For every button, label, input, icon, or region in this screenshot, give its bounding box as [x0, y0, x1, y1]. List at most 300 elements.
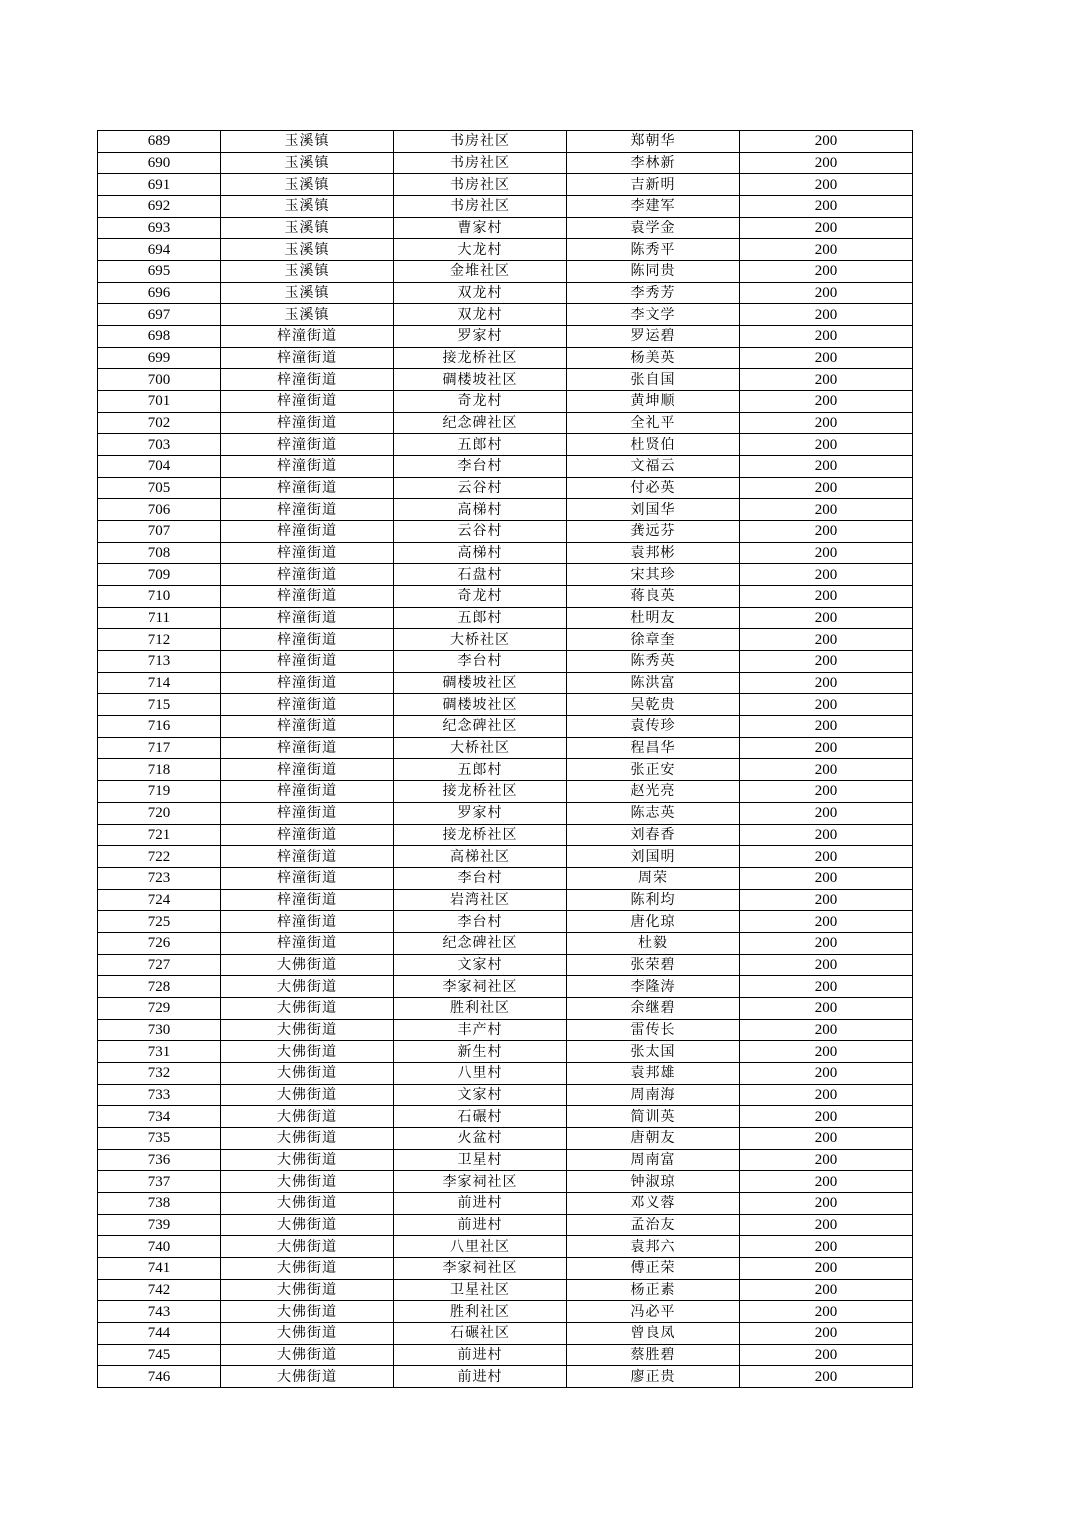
village-cell: 前进村	[394, 1192, 567, 1214]
row-number-cell: 746	[98, 1366, 221, 1388]
row-number-cell: 690	[98, 152, 221, 174]
table-row	[98, 1171, 913, 1193]
amount-cell: 200	[740, 1344, 913, 1366]
row-number-cell: 737	[98, 1171, 221, 1193]
row-number-cell: 736	[98, 1149, 221, 1171]
amount-cell: 200	[740, 1171, 913, 1193]
village-cell: 前进村	[394, 1214, 567, 1236]
township-cell: 玉溪镇	[221, 261, 394, 283]
row-number-cell: 702	[98, 412, 221, 434]
row-number-cell: 696	[98, 282, 221, 304]
table-row	[98, 1322, 913, 1344]
table-row	[98, 412, 913, 434]
township-cell: 梓潼街道	[221, 477, 394, 499]
row-number-cell: 703	[98, 434, 221, 456]
village-cell: 卫星村	[394, 1149, 567, 1171]
amount-cell: 200	[740, 997, 913, 1019]
person-name-cell: 袁邦雄	[567, 1062, 740, 1084]
row-number-cell: 740	[98, 1236, 221, 1258]
row-number-cell: 721	[98, 824, 221, 846]
table-row	[98, 434, 913, 456]
person-name-cell: 张自国	[567, 369, 740, 391]
amount-cell: 200	[740, 1062, 913, 1084]
village-cell: 丰产村	[394, 1019, 567, 1041]
village-cell: 大桥社区	[394, 737, 567, 759]
amount-cell: 200	[740, 911, 913, 933]
village-cell: 纪念碑社区	[394, 716, 567, 738]
row-number-cell: 743	[98, 1301, 221, 1323]
amount-cell: 200	[740, 694, 913, 716]
person-name-cell: 李林新	[567, 152, 740, 174]
table-row	[98, 802, 913, 824]
amount-cell: 200	[740, 434, 913, 456]
person-name-cell: 周南富	[567, 1149, 740, 1171]
row-number-cell: 718	[98, 759, 221, 781]
township-cell: 玉溪镇	[221, 239, 394, 261]
village-cell: 碉楼坡社区	[394, 672, 567, 694]
amount-cell: 200	[740, 412, 913, 434]
table-row	[98, 629, 913, 651]
amount-cell: 200	[740, 802, 913, 824]
amount-cell: 200	[740, 1041, 913, 1063]
township-cell: 梓潼街道	[221, 824, 394, 846]
township-cell: 梓潼街道	[221, 456, 394, 478]
village-cell: 李台村	[394, 911, 567, 933]
person-name-cell: 傅正荣	[567, 1257, 740, 1279]
person-name-cell: 罗运碧	[567, 326, 740, 348]
amount-cell: 200	[740, 131, 913, 153]
township-cell: 大佛街道	[221, 1041, 394, 1063]
village-cell: 石碾村	[394, 1106, 567, 1128]
amount-cell: 200	[740, 954, 913, 976]
row-number-cell: 731	[98, 1041, 221, 1063]
village-cell: 李台村	[394, 456, 567, 478]
person-name-cell: 文福云	[567, 456, 740, 478]
row-number-cell: 701	[98, 391, 221, 413]
person-name-cell: 周荣	[567, 867, 740, 889]
row-number-cell: 730	[98, 1019, 221, 1041]
amount-cell: 200	[740, 326, 913, 348]
village-cell: 书房社区	[394, 196, 567, 218]
table-row	[98, 1344, 913, 1366]
village-cell: 云谷村	[394, 477, 567, 499]
village-cell: 八里村	[394, 1062, 567, 1084]
table-row	[98, 369, 913, 391]
person-name-cell: 唐朝友	[567, 1127, 740, 1149]
amount-cell: 200	[740, 456, 913, 478]
village-cell: 大桥社区	[394, 629, 567, 651]
village-cell: 石碾社区	[394, 1322, 567, 1344]
table-row	[98, 152, 913, 174]
village-cell: 高梯村	[394, 499, 567, 521]
table-row	[98, 564, 913, 586]
row-number-cell: 706	[98, 499, 221, 521]
village-cell: 罗家村	[394, 326, 567, 348]
table-row	[98, 477, 913, 499]
amount-cell: 200	[740, 217, 913, 239]
township-cell: 梓潼街道	[221, 932, 394, 954]
township-cell: 梓潼街道	[221, 326, 394, 348]
village-cell: 纪念碑社区	[394, 412, 567, 434]
township-cell: 玉溪镇	[221, 152, 394, 174]
township-cell: 梓潼街道	[221, 672, 394, 694]
village-cell: 文家村	[394, 1084, 567, 1106]
row-number-cell: 695	[98, 261, 221, 283]
village-cell: 胜利社区	[394, 997, 567, 1019]
village-cell: 李家祠社区	[394, 1257, 567, 1279]
table-row	[98, 1257, 913, 1279]
table-row	[98, 607, 913, 629]
table-row	[98, 499, 913, 521]
village-cell: 李家祠社区	[394, 1171, 567, 1193]
township-cell: 梓潼街道	[221, 759, 394, 781]
row-number-cell: 708	[98, 542, 221, 564]
person-name-cell: 李隆涛	[567, 976, 740, 998]
row-number-cell: 738	[98, 1192, 221, 1214]
village-cell: 石盘村	[394, 564, 567, 586]
township-cell: 大佛街道	[221, 1279, 394, 1301]
table-row	[98, 1106, 913, 1128]
village-cell: 接龙桥社区	[394, 824, 567, 846]
village-cell: 书房社区	[394, 174, 567, 196]
row-number-cell: 733	[98, 1084, 221, 1106]
amount-cell: 200	[740, 174, 913, 196]
amount-cell: 200	[740, 542, 913, 564]
row-number-cell: 694	[98, 239, 221, 261]
village-cell: 火盆村	[394, 1127, 567, 1149]
township-cell: 大佛街道	[221, 1019, 394, 1041]
person-name-cell: 吴乾贵	[567, 694, 740, 716]
person-name-cell: 陈洪富	[567, 672, 740, 694]
township-cell: 梓潼街道	[221, 781, 394, 803]
amount-cell: 200	[740, 521, 913, 543]
village-cell: 大龙村	[394, 239, 567, 261]
township-cell: 梓潼街道	[221, 542, 394, 564]
person-name-cell: 黄坤顺	[567, 391, 740, 413]
village-cell: 书房社区	[394, 131, 567, 153]
row-number-cell: 719	[98, 781, 221, 803]
village-cell: 罗家村	[394, 802, 567, 824]
township-cell: 大佛街道	[221, 1366, 394, 1388]
person-name-cell: 陈秀平	[567, 239, 740, 261]
township-cell: 大佛街道	[221, 1062, 394, 1084]
person-name-cell: 袁邦彬	[567, 542, 740, 564]
amount-cell: 200	[740, 759, 913, 781]
table-row	[98, 521, 913, 543]
table-row	[98, 1019, 913, 1041]
person-name-cell: 李秀芳	[567, 282, 740, 304]
township-cell: 大佛街道	[221, 1257, 394, 1279]
amount-cell: 200	[740, 1149, 913, 1171]
row-number-cell: 732	[98, 1062, 221, 1084]
person-name-cell: 杜毅	[567, 932, 740, 954]
amount-cell: 200	[740, 781, 913, 803]
table-row	[98, 347, 913, 369]
table-row	[98, 1366, 913, 1388]
person-name-cell: 陈同贵	[567, 261, 740, 283]
row-number-cell: 709	[98, 564, 221, 586]
village-cell: 八里社区	[394, 1236, 567, 1258]
amount-cell: 200	[740, 477, 913, 499]
table-row	[98, 196, 913, 218]
amount-cell: 200	[740, 737, 913, 759]
township-cell: 梓潼街道	[221, 499, 394, 521]
person-name-cell: 杜贤伯	[567, 434, 740, 456]
amount-cell: 200	[740, 889, 913, 911]
person-name-cell: 李建军	[567, 196, 740, 218]
row-number-cell: 692	[98, 196, 221, 218]
township-cell: 梓潼街道	[221, 651, 394, 673]
township-cell: 梓潼街道	[221, 369, 394, 391]
person-name-cell: 孟治友	[567, 1214, 740, 1236]
amount-cell: 200	[740, 261, 913, 283]
township-cell: 大佛街道	[221, 976, 394, 998]
amount-cell: 200	[740, 1322, 913, 1344]
village-cell: 接龙桥社区	[394, 781, 567, 803]
person-name-cell: 曾良凤	[567, 1322, 740, 1344]
data-table	[97, 130, 913, 1388]
row-number-cell: 705	[98, 477, 221, 499]
row-number-cell: 699	[98, 347, 221, 369]
row-number-cell: 714	[98, 672, 221, 694]
row-number-cell: 722	[98, 846, 221, 868]
person-name-cell: 蒋良英	[567, 586, 740, 608]
village-cell: 高梯村	[394, 542, 567, 564]
table-row	[98, 759, 913, 781]
row-number-cell: 742	[98, 1279, 221, 1301]
township-cell: 玉溪镇	[221, 304, 394, 326]
person-name-cell: 张太国	[567, 1041, 740, 1063]
amount-cell: 200	[740, 499, 913, 521]
table-row	[98, 1062, 913, 1084]
table-row	[98, 954, 913, 976]
person-name-cell: 吉新明	[567, 174, 740, 196]
amount-cell: 200	[740, 824, 913, 846]
table-row	[98, 456, 913, 478]
township-cell: 大佛街道	[221, 1149, 394, 1171]
table-row	[98, 586, 913, 608]
village-cell: 文家村	[394, 954, 567, 976]
table-row	[98, 239, 913, 261]
township-cell: 大佛街道	[221, 1236, 394, 1258]
person-name-cell: 赵光亮	[567, 781, 740, 803]
table-row	[98, 326, 913, 348]
amount-cell: 200	[740, 196, 913, 218]
amount-cell: 200	[740, 1236, 913, 1258]
township-cell: 大佛街道	[221, 997, 394, 1019]
row-number-cell: 710	[98, 586, 221, 608]
amount-cell: 200	[740, 1127, 913, 1149]
amount-cell: 200	[740, 629, 913, 651]
amount-cell: 200	[740, 369, 913, 391]
amount-cell: 200	[740, 932, 913, 954]
village-cell: 双龙村	[394, 304, 567, 326]
township-cell: 大佛街道	[221, 1106, 394, 1128]
person-name-cell: 陈志英	[567, 802, 740, 824]
table-row	[98, 997, 913, 1019]
township-cell: 梓潼街道	[221, 434, 394, 456]
person-name-cell: 郑朝华	[567, 131, 740, 153]
table-row	[98, 1236, 913, 1258]
village-cell: 奇龙村	[394, 586, 567, 608]
village-cell: 胜利社区	[394, 1301, 567, 1323]
table-row	[98, 911, 913, 933]
person-name-cell: 张荣碧	[567, 954, 740, 976]
township-cell: 梓潼街道	[221, 846, 394, 868]
village-cell: 五郎村	[394, 434, 567, 456]
amount-cell: 200	[740, 846, 913, 868]
township-cell: 梓潼街道	[221, 889, 394, 911]
amount-cell: 200	[740, 239, 913, 261]
table-row	[98, 304, 913, 326]
table-row	[98, 282, 913, 304]
row-number-cell: 723	[98, 867, 221, 889]
table-row	[98, 781, 913, 803]
village-cell: 李台村	[394, 651, 567, 673]
person-name-cell: 杨正素	[567, 1279, 740, 1301]
township-cell: 梓潼街道	[221, 716, 394, 738]
amount-cell: 200	[740, 1301, 913, 1323]
table-row	[98, 131, 913, 153]
person-name-cell: 徐章奎	[567, 629, 740, 651]
row-number-cell: 735	[98, 1127, 221, 1149]
township-cell: 大佛街道	[221, 954, 394, 976]
village-cell: 李家祠社区	[394, 976, 567, 998]
row-number-cell: 720	[98, 802, 221, 824]
township-cell: 玉溪镇	[221, 282, 394, 304]
amount-cell: 200	[740, 282, 913, 304]
table-body	[98, 131, 913, 1388]
row-number-cell: 691	[98, 174, 221, 196]
person-name-cell: 程昌华	[567, 737, 740, 759]
table-row	[98, 1084, 913, 1106]
village-cell: 云谷村	[394, 521, 567, 543]
row-number-cell: 734	[98, 1106, 221, 1128]
person-name-cell: 张正安	[567, 759, 740, 781]
row-number-cell: 707	[98, 521, 221, 543]
row-number-cell: 724	[98, 889, 221, 911]
table-row	[98, 867, 913, 889]
row-number-cell: 715	[98, 694, 221, 716]
township-cell: 大佛街道	[221, 1322, 394, 1344]
village-cell: 接龙桥社区	[394, 347, 567, 369]
township-cell: 大佛街道	[221, 1344, 394, 1366]
amount-cell: 200	[740, 152, 913, 174]
village-cell: 金堆社区	[394, 261, 567, 283]
village-cell: 奇龙村	[394, 391, 567, 413]
table-row	[98, 542, 913, 564]
amount-cell: 200	[740, 716, 913, 738]
amount-cell: 200	[740, 391, 913, 413]
person-name-cell: 唐化琼	[567, 911, 740, 933]
amount-cell: 200	[740, 1192, 913, 1214]
village-cell: 前进村	[394, 1366, 567, 1388]
village-cell: 前进村	[394, 1344, 567, 1366]
township-cell: 玉溪镇	[221, 131, 394, 153]
person-name-cell: 陈秀英	[567, 651, 740, 673]
row-number-cell: 700	[98, 369, 221, 391]
township-cell: 梓潼街道	[221, 521, 394, 543]
amount-cell: 200	[740, 586, 913, 608]
row-number-cell: 726	[98, 932, 221, 954]
township-cell: 梓潼街道	[221, 564, 394, 586]
table-row	[98, 261, 913, 283]
amount-cell: 200	[740, 607, 913, 629]
village-cell: 新生村	[394, 1041, 567, 1063]
table-row	[98, 1149, 913, 1171]
row-number-cell: 739	[98, 1214, 221, 1236]
village-cell: 五郎村	[394, 759, 567, 781]
township-cell: 梓潼街道	[221, 629, 394, 651]
person-name-cell: 刘国明	[567, 846, 740, 868]
village-cell: 双龙村	[394, 282, 567, 304]
table-row	[98, 672, 913, 694]
amount-cell: 200	[740, 1257, 913, 1279]
amount-cell: 200	[740, 1106, 913, 1128]
village-cell: 曹家村	[394, 217, 567, 239]
village-cell: 高梯社区	[394, 846, 567, 868]
row-number-cell: 704	[98, 456, 221, 478]
row-number-cell: 725	[98, 911, 221, 933]
township-cell: 梓潼街道	[221, 607, 394, 629]
row-number-cell: 728	[98, 976, 221, 998]
row-number-cell: 727	[98, 954, 221, 976]
township-cell: 大佛街道	[221, 1084, 394, 1106]
table-row	[98, 889, 913, 911]
village-cell: 五郎村	[394, 607, 567, 629]
township-cell: 梓潼街道	[221, 586, 394, 608]
row-number-cell: 711	[98, 607, 221, 629]
person-name-cell: 周南海	[567, 1084, 740, 1106]
table-row	[98, 1041, 913, 1063]
table-row	[98, 694, 913, 716]
amount-cell: 200	[740, 304, 913, 326]
village-cell: 李台村	[394, 867, 567, 889]
row-number-cell: 741	[98, 1257, 221, 1279]
person-name-cell: 刘国华	[567, 499, 740, 521]
village-cell: 纪念碑社区	[394, 932, 567, 954]
table-row	[98, 391, 913, 413]
row-number-cell: 689	[98, 131, 221, 153]
person-name-cell: 袁邦六	[567, 1236, 740, 1258]
row-number-cell: 693	[98, 217, 221, 239]
amount-cell: 200	[740, 1279, 913, 1301]
amount-cell: 200	[740, 347, 913, 369]
township-cell: 大佛街道	[221, 1127, 394, 1149]
village-cell: 碉楼坡社区	[394, 369, 567, 391]
row-number-cell: 712	[98, 629, 221, 651]
amount-cell: 200	[740, 867, 913, 889]
village-cell: 岩湾社区	[394, 889, 567, 911]
table-row	[98, 824, 913, 846]
person-name-cell: 冯必平	[567, 1301, 740, 1323]
row-number-cell: 744	[98, 1322, 221, 1344]
table-row	[98, 976, 913, 998]
township-cell: 玉溪镇	[221, 174, 394, 196]
person-name-cell: 邓义蓉	[567, 1192, 740, 1214]
row-number-cell: 729	[98, 997, 221, 1019]
township-cell: 玉溪镇	[221, 217, 394, 239]
person-name-cell: 廖正贵	[567, 1366, 740, 1388]
row-number-cell: 716	[98, 716, 221, 738]
township-cell: 大佛街道	[221, 1171, 394, 1193]
amount-cell: 200	[740, 672, 913, 694]
row-number-cell: 698	[98, 326, 221, 348]
amount-cell: 200	[740, 1214, 913, 1236]
person-name-cell: 雷传长	[567, 1019, 740, 1041]
person-name-cell: 杨美英	[567, 347, 740, 369]
township-cell: 大佛街道	[221, 1214, 394, 1236]
